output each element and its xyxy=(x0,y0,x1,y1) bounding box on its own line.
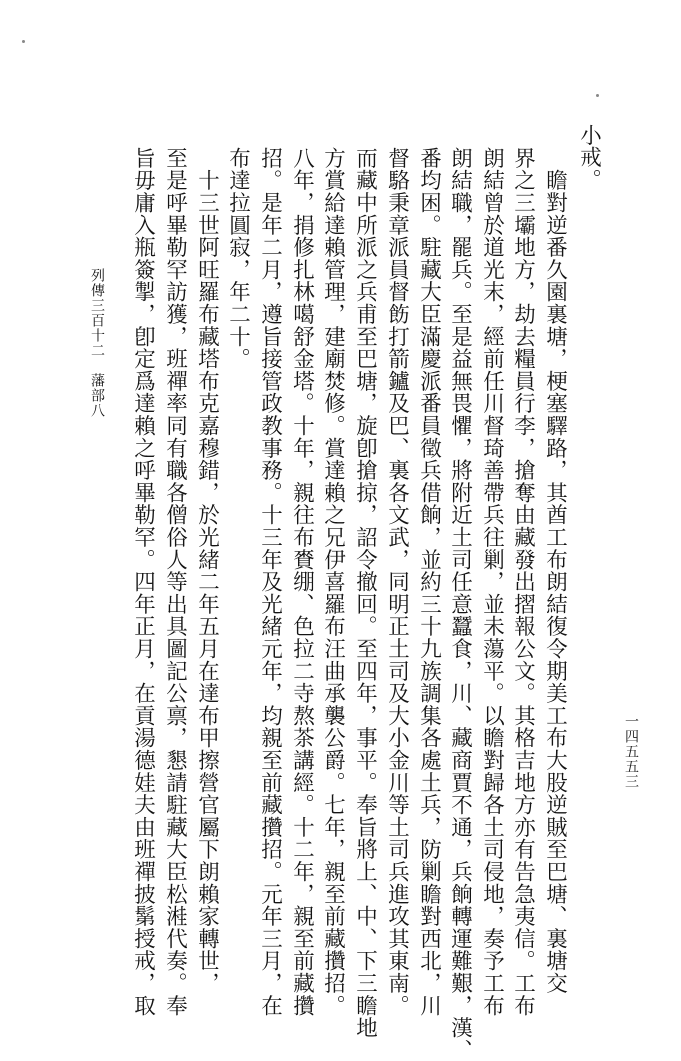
page-number: 一四五五三 xyxy=(623,714,639,789)
text-column-5: 朗結職，罷兵。至是益無畏懼，將附近土司任意蠶食，川、藏商賈不通，兵餉轉運難艱，漢、 xyxy=(447,147,473,1061)
text-column-6: 番均困。駐藏大臣滿慶派番員徵兵借餉，並約三十九族調集各處土兵，防剿瞻對西北，川 xyxy=(416,147,442,1017)
running-title: 列傳三百十二 藩部八 xyxy=(89,268,105,418)
text-column-10: 八年，捐修扎林噶舒金塔。十年，親往布賚绷、色拉二寺熬茶講經。十二年，親至前藏攢 xyxy=(289,147,315,1017)
text-column-12: 布達拉圓寂，年二十。 xyxy=(225,147,251,370)
text-column-15: 旨毋庸入瓶簽掣，卽定爲達賴之呼畢勒罕。四年正月，在貢湯德娃夫由班禪披鬀授戒，取 xyxy=(130,147,156,1017)
text-column-7: 督駱秉章派員督飭打箭鑪及巴、裏各文武，同明正土司及大小金川等土司兵進攻其東南。 xyxy=(384,147,410,1017)
text-column-2: 瞻對逆番久園裏塘，梗塞驛路，其酋工布朗結復令期美工布大股逆賊至巴塘、裏塘交 xyxy=(542,147,568,995)
text-column-11: 招。是年二月，遵旨接管政教事務。十三年及光緒元年，均親至前藏攢招。元年三月，在 xyxy=(257,147,283,1017)
text-column-3: 界之三壩地方，劫去糧員行李，搶奪由藏發出摺報公文。其格吉地方亦有告急夷信。工布 xyxy=(510,147,536,1017)
text-column-8: 而藏中所派之兵甫至巴塘，旋卽搶掠，詔令撤回。至四年，事平。奉旨將上、中、下三瞻地 xyxy=(352,147,378,1039)
margin-dot xyxy=(22,40,25,43)
text-column-13: 十三世阿旺羅布藏塔布克嘉穆錯，於光緒二年五月在達布甲擦營官屬下朗賴家轉世， xyxy=(194,147,220,995)
text-column-14: 至是呼畢勒罕訪獲，班禪率同有職各僧俗人等出具圖記公禀，懇請駐藏大臣松溎代奏。奉 xyxy=(162,147,188,1017)
text-column-4: 朗結曾於道光末，經前任川督琦善帶兵往剿，並未蕩平。以瞻對歸各土司侵地，奏予工布 xyxy=(479,147,505,1017)
text-column-1: 小戒。 xyxy=(576,124,602,191)
text-column-9: 方賞給達賴管理，建廟焚修。賞達賴之兄伊喜羅布汪曲承襲公爵。七年，親至前藏攢招。 xyxy=(320,147,346,1017)
margin-dot xyxy=(596,94,599,97)
